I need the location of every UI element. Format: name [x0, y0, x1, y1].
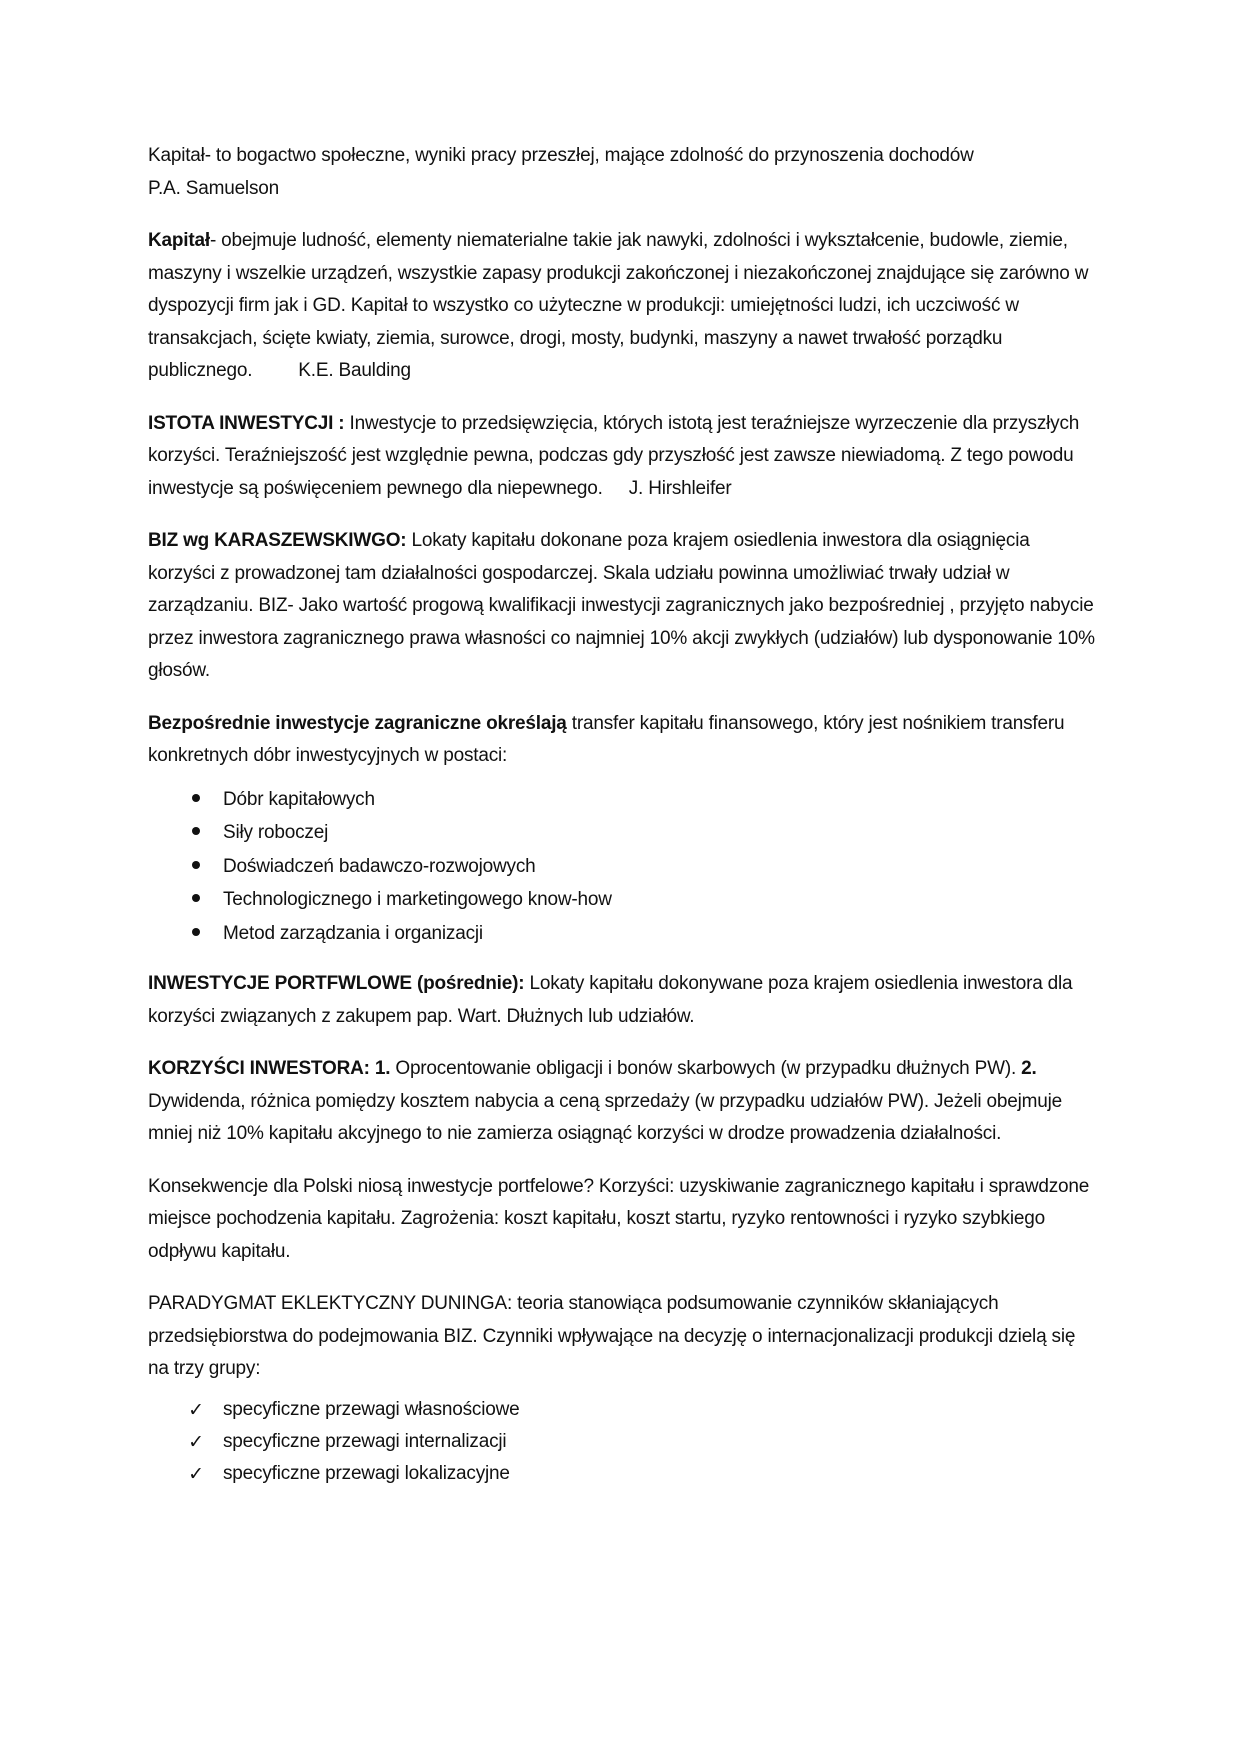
term-heading: KORZYŚCI INWESTORA:	[148, 1058, 370, 1079]
list-item	[148, 1426, 1098, 1458]
list-item	[148, 850, 1098, 884]
list-item-text: specyficzne przewagi lokalizacyjne	[223, 1462, 510, 1484]
paragraph-text: Kapitał- to bogactwo społeczne, wyniki pracy przeszłej, mające zdolność do przynoszenia dochodów	[148, 145, 974, 166]
paragraph-portfolio-investment	[148, 968, 1098, 1033]
term-heading: BIZ wg KARASZEWSKIWGO:	[148, 530, 407, 551]
list-item-text: specyficzne przewagi internalizacji	[223, 1430, 507, 1452]
paragraph-capital-samuelson	[148, 140, 1098, 205]
list-item-text: Siły roboczej	[223, 822, 329, 843]
item-number: 2.	[1016, 1058, 1037, 1079]
list-item-text: Doświadczeń badawczo-rozwojowych	[223, 855, 536, 877]
paragraph-capital-baulding	[148, 225, 1098, 388]
paragraph-text: Lokaty kapitału dokonywane poza krajem osiedlenia inwestora dla korzyści związanych z zakupem pap. Wart. Dłużnych lub udziałów.	[148, 973, 1073, 1027]
paragraph-text: - obejmuje ludność, elementy niematerialne takie jak nawyki, zdolności i wykształcenie, budowle, ziemie, maszyny i wszelkie urządzeń, wszystkie zapasy produkcji zakończonej i niezakończonej znajdujące się zarówno w dyspozycji firm jak i GD. Kapitał to wszystko co użyteczne w produkcji: umiejętności ludzi, ich uczciwość w transakcjach, ścięte kwiaty, ziemia, surowce, drogi, mosty, budynki, maszyny a nawet trwałość porządku publicznego.	[148, 230, 1089, 381]
term-heading: Kapitał	[148, 230, 210, 251]
author-citation: P.A. Samuelson	[148, 177, 279, 199]
paragraph-text: Lokaty kapitału dokonane poza krajem osiedlenia inwestora dla osiągnięcia korzyści z prowadzonej tam działalności gospodarczej. Skala udziału powinna umożliwiać trwały udział w zarządzaniu. BIZ- Jako wartość progową kwalifikacji inwestycji zagranicznych jako bezpośredniej , przyjęto nabycie przez inwestora zagranicznego prawa własności co najmniej 10% akcji zwykłych (udziałów) lub dysponowanie 10% głosów.	[148, 530, 1095, 681]
list-item-text: Technologicznego i marketingowego know-how	[223, 889, 612, 910]
term-heading: Bezpośrednie inwestycje zagraniczne określają	[148, 712, 567, 734]
paragraph-dunning-paradigm	[148, 1288, 1098, 1386]
bullet-dot-icon	[186, 783, 206, 817]
term-heading: ISTOTA INWESTYCJI :	[148, 412, 345, 434]
checklist	[148, 1394, 1098, 1490]
list-item	[148, 783, 1098, 817]
checkmark-icon: ✓	[188, 1398, 204, 1421]
list-item	[148, 883, 1098, 917]
paragraph-investor-benefits	[148, 1053, 1098, 1151]
list-item	[148, 1458, 1098, 1490]
list-item	[148, 816, 1098, 850]
list-item	[148, 1394, 1098, 1426]
paragraph-text: Dywidenda, różnica pomiędzy kosztem nabycia a ceną sprzedaży (w przypadku udziałów PW). Jeżeli obejmuje mniej niż 10% kapitału akcyjnego to nie zamierza osiągnąć korzyści w drodze prowadzenia działalności.	[148, 1090, 1062, 1144]
paragraph-direct-investment	[148, 708, 1098, 773]
list-item-text: Dóbr kapitałowych	[223, 788, 375, 810]
checkmark-icon: ✓	[188, 1430, 204, 1453]
paragraph-text: transfer kapitału finansowego, który jest nośnikiem transferu konkretnych dóbr inwestycyjnych w postaci:	[148, 712, 1065, 766]
paragraph-biz-karaszewski	[148, 525, 1098, 688]
bullet-list	[148, 783, 1098, 951]
list-item	[148, 917, 1098, 951]
author-citation: J. Hirshleifer	[628, 477, 732, 499]
paragraph-text: Oprocentowanie obligacji i bonów skarbowych (w przypadku dłużnych PW).	[390, 1058, 1017, 1079]
item-number: 1.	[369, 1058, 391, 1079]
document-page	[148, 140, 1098, 1508]
list-item-text: Metod zarządzania i organizacji	[223, 922, 483, 944]
bullet-dot-icon	[186, 850, 206, 884]
bullet-dot-icon	[186, 883, 206, 917]
author-citation: K.E. Baulding	[298, 360, 411, 381]
paragraph-investment-essence	[148, 408, 1098, 506]
term-heading: INWESTYCJE PORTFWLOWE (pośrednie):	[148, 973, 525, 994]
bullet-dot-icon	[186, 917, 206, 951]
paragraph-text: Inwestycje to przedsięwzięcia, których istotą jest teraźniejsze wyrzeczenie dla przyszłych korzyści. Teraźniejszość jest względnie pewna, podczas gdy przyszłość jest zawsze niewiadomą. Z tego powodu inwestycje są poświęceniem pewnego dla niepewnego.	[148, 412, 1080, 499]
checkmark-icon: ✓	[188, 1462, 204, 1485]
list-item-text: specyficzne przewagi własnościowe	[223, 1398, 520, 1420]
paragraph-consequences-poland	[148, 1171, 1098, 1269]
paragraph-text: Konsekwencje dla Polski niosą inwestycje portfelowe? Korzyści: uzyskiwanie zagranicznego kapitału i sprawdzone miejsce pochodzenia kapitału. Zagrożenia: koszt kapitału, koszt startu, ryzyko rentowności i ryzyko szybkiego odpływu kapitału.	[148, 1175, 1090, 1262]
bullet-dot-icon	[186, 816, 206, 850]
paragraph-text: PARADYGMAT EKLEKTYCZNY DUNINGA: teoria stanowiąca podsumowanie czynników skłaniających przedsiębiorstwa do podejmowania BIZ. Czynniki wpływające na decyzję o internacjonalizacji produkcji dzielą się na trzy grupy:	[148, 1293, 1076, 1379]
